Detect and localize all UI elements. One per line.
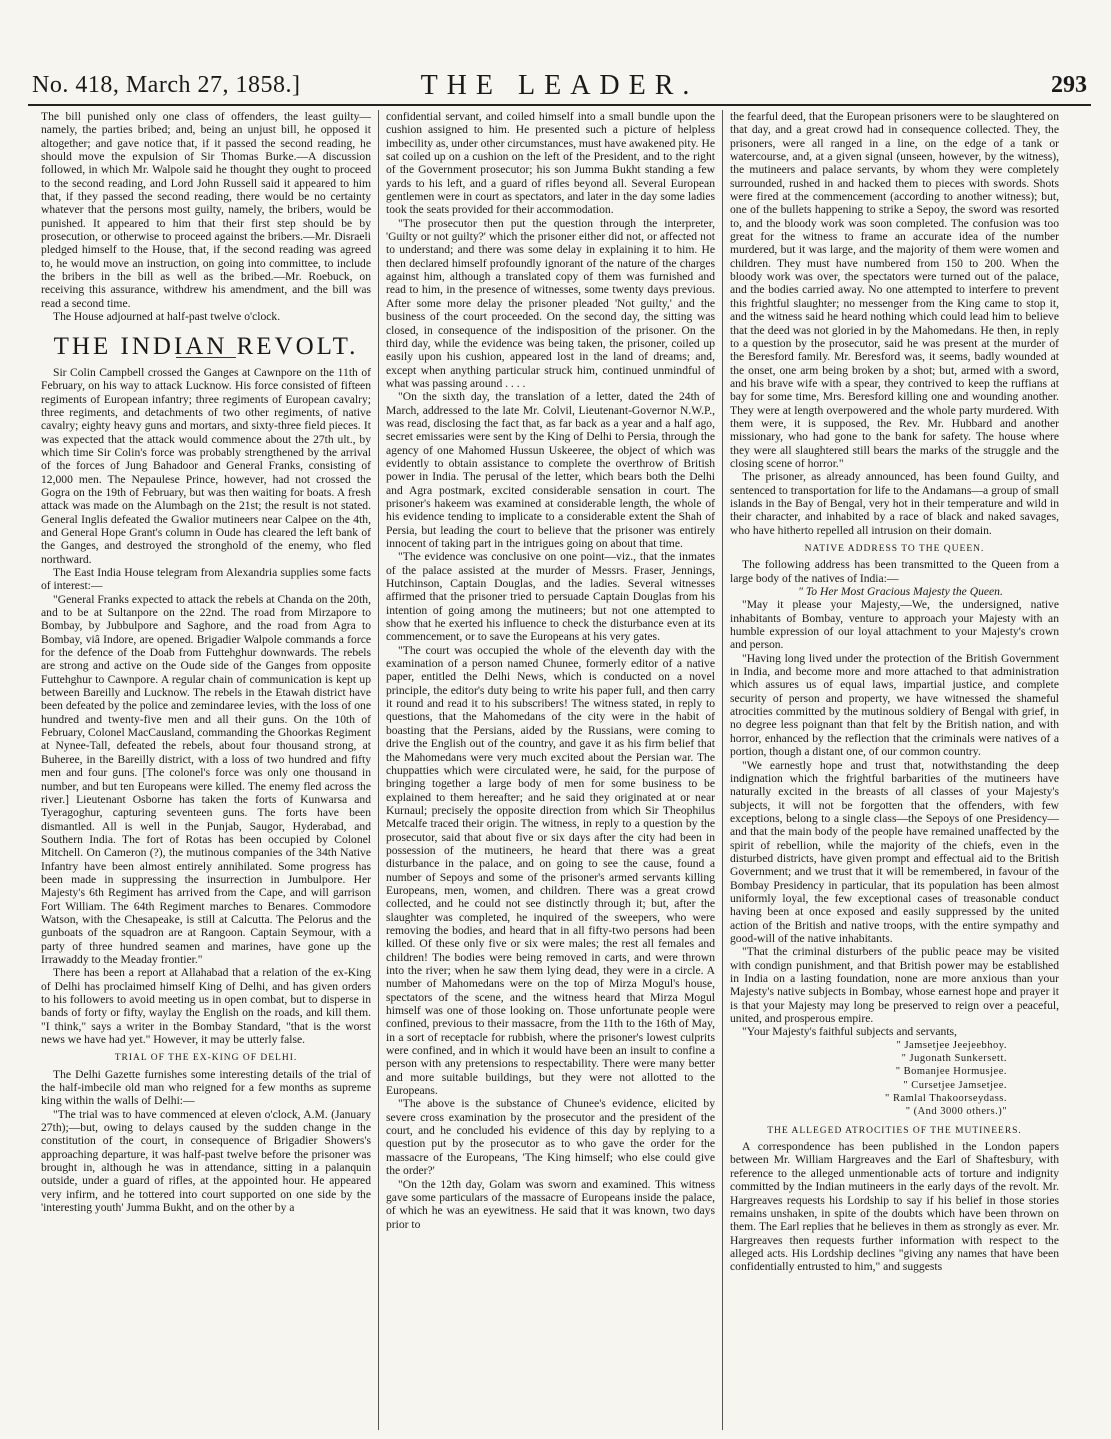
paragraph: The House adjourned at half-past twelve o'clock. (53, 310, 281, 324)
paragraph: A correspondence has been published in the London papers between Mr. William Hargreaves and the Earl of Shaftesbury, with reference to the alleged unmentionable acts of torture and indignity committed by the Indian mutineers in the early days of the revolt. Mr. Hargreaves requests his Lordship to say if his belief in those stories remains unshaken, in spite of the doubts which have been thrown on them. The Earl replies that he believes in them as strongly as ever. Mr. Hargreaves then requests further information with respect to the alleged acts. His Lordship declines "giving any names that have been confidentially entrusted to him," and suggests (730, 1140, 1059, 1274)
signatory: " Bomanjee Hormusjee. (895, 1066, 1007, 1078)
page-header (28, 70, 1091, 106)
paragraph: The Delhi Gazette furnishes some interesting details of the trial of the half-imbecile old man who reigned for a few months as supreme king within the walls of Delhi:— (41, 1067, 371, 1108)
paragraph: The bill punished only one class of offenders, the least guilty—namely, the parties bribed; and, being an unjust bill, he opposed it altogether; and gave notice that, if it passed the second reading, he should move the expulsion of Sir Thomas Burke.—A discussion followed, in which Mr. Walpole said he thought they ought to proceed to the second reading, and Lord John Russell said it appeared to him that, if they passed the second reading, there would be no certainty whatever that the persons most guilty, namely, the bribers, would be punished. It appeared to him that their first step should be by prosecution, or otherwise to proceed against the bribers.—Mr. Disraeli pledged himself to the House, that, if the second reading was agreed to, he would move an instruction, on going into committee, to include the bribers in the bill as well as the bribed.—Mr. Roebuck, on receiving this assurance, withdrew his amendment, and the bill was read a second time. (41, 110, 371, 310)
paragraph: There has been a report at Allahabad that a relation of the ex-King of Delhi has proclaimed himself King of Delhi, and has given orders to his followers to avoid meeting us in open combat, but to disperse in bands of forty or fifty, waylay the English on the roads, and kill them. "I think," says a writer in the Bombay Standard, "that is the worst news we have had yet." However, it may be utterly false. (41, 966, 371, 1047)
signatory: " Jugonath Sunkersett. (901, 1053, 1007, 1065)
paragraph: "General Franks expected to attack the rebels at Chanda on the 20th, and to be at Sultanpore on the 22nd. The road from Mirzapore to Bombay, by Jubbulpore and Saghore, and the road from Agra to Bombay, viâ Indore, are opened. Brigadier Walpole commands a force for the defence of the Doab from Futtehghur downwards. The rebels are strong and active on the Oude side of the Ganges from opposite Futtehghur to Cawnpore. A regular chain of communication is kept up between Bareilly and Lucknow. The rebels in the Etawah district have been defeated by the police and zemindaree levies, with the loss of one hundred and twenty-five men and all their guns. On the 10th of February, Colonel MacCausland, commanding the Ghoorkas Regiment at Nynee-Tall, defeated the rebels, about four thousand strong, at Buheree, in the Bareilly district, with a loss of two hundred and fifty men and four guns. [The colonel's force was only one thousand in number, and but ten Europeans were killed. The enemy fled across the river.] Lieutenant Osborne has taken the forts of Kunwarsa and Tyeragoghur, capturing seventeen guns. The forts have been dismantled. All is well in the Punjab, Saugor, Hyderabad, and Southern India. The fort of Rotas has been occupied by Colonel Mitchell. On Cameron (?), the mutinous companies of the 34th Native Infantry have been almost entirely annihilated. Some progress has been made in suppressing the insurrection in Jumbulpore. Her Majesty's 6th Regiment has arrived from the Cape, and will garrison Fort William. The 64th Regiment marches to Benares. Commodore Watson, with the Chesapeake, is still at Calcutta. The Pelorus and the gunboats of the squadron are at Rangoon. Captain Seymour, with a party of three hundred seamen and marines, have gone up the Irrawaddy to the Meaday frontier." (41, 592, 371, 966)
signatory: " Jamsetjee Jeejeebhoy. (896, 1039, 1007, 1051)
addressee: " To Her Most Gracious Majesty the Queen. (798, 585, 1003, 599)
signatory: " Ramlal Thakoorseydass. (885, 1093, 1007, 1105)
paragraph: The East India House telegram from Alexandria supplies some facts of interest:— (41, 566, 371, 593)
issue-info: No. 418, March 27, 1858.] (32, 72, 301, 98)
paragraph: "On the sixth day, the translation of a letter, dated the 24th of March, addressed to the late Mr. Colvil, Lieutenant-Governor N.W.P., was read, disclosing the fact that, as far back as a year and a half ago, secret emissaries were sent by the King of Delhi to Persia, through the agency of one Mahomed Hussun Uskeeree, the object of which was evidently to obtain assistance to complete the overthrow of British power in India. The perusal of the letter, which bears both the Delhi and Agra postmark, excited considerable sensation in court. The prisoner's hakeem was examined at considerable length, the whole of his evidence tending to implicate to a considerable extent the Shah of Persia, but leading the court to believe that the prisoner was entirely innocent of taking part in the intrigues going on about that time. (386, 390, 715, 550)
subheading: TRIAL OF THE EX-KING OF DELHI. (114, 1053, 298, 1064)
subheading: THE ALLEGED ATROCITIES OF THE MUTINEERS. (767, 1125, 1022, 1136)
column-1 (34, 110, 378, 1430)
paragraph: "May it please your Majesty,—We, the undersigned, native inhabitants of Bombay, venture to approach your Majesty with an humble expression of our loyal attachment to your Majesty's crown and person. (730, 598, 1059, 652)
paragraph: "The above is the substance of Chunee's evidence, elicited by severe cross examination by the prosecutor and the president of the court, and he concluded his evidence of this day by replying to a question put by the prosecutor as to who gave the order for the massacre of the Europeans, 'The King himself; who else could give the order?' (386, 1097, 715, 1178)
article-columns (34, 110, 1096, 1430)
column-2 (378, 110, 722, 1430)
section-title: THE INDIAN REVOLT. (53, 332, 359, 360)
paragraph: "The court was occupied the whole of the eleventh day with the examination of a person named Chunee, formerly editor of a native paper, entitled the Delhi News, which is conducted on a novel principle, the editor's duty being to write his paper full, and then carry it round and read it to his subscribers! The witness stated, in reply to questions, that the Mahomedans of the city were in the habit of boasting that the Persians, aided by the Russians, were coming to drive the English out of the country, and gave it as his firm belief that the Mahomedans were very much excited about the Persian war. The chuppatties which were circulated were, he said, for the purpose of bringing together a large body of men for some business to be explained to them hereafter; and he said they originated at or near Kurnaul; precisely the opposite direction from which Sir Theophilus Metcalfe traced their origin. The witness, in reply to a question by the prosecutor, said that about five or six days after the city had been in possession of the mutineers, he heard that there was a great disturbance in the palace, and on going to see the cause, found a number of Sepoys and some of the prisoner's armed servants killing Europeans, men, women, and children. There was a great crowd collected, and he could not see distinctly through it; but, after the slaughter was completed, he inquired of the sweepers, who were removing the bodies, and heard that in all fifty-two persons had been killed. Of these only five or six were males; the rest all females and children! The bodies were being removed in carts, and were thrown into the river; when he saw them lying dead, they were in a circle. A number of Mahomedans were on the top of Mirza Mogul's house, spectators of the scene, and the witness heard that Mirza Mogul himself was one of those looking on. Those unfortunate people were confined, previous to their massacre, from the 11th to the 16th of May, in a sort of receptacle for rubbish, where the prisoner's lowest culprits were confined, and in which it would have been an insult to confine a person with any pretensions to respectability. There were many better and more suitable buildings, but they were not allotted to the Europeans. (386, 643, 715, 1098)
paragraph: "The trial was to have commenced at eleven o'clock, A.M. (January 27th);—but, owing to delays caused by the sudden change in the constitution of the court, in consequence of Brigadier Showers's approaching departure, it was half-past twelve before the prisoner was brought in, although he was in attendance, sitting in a palanquin outside, under a guard of rifles, at the appointed hour. He appeared very infirm, and he tottered into court supported on one side by the 'interesting youth' Jumma Bukht, and on the other by a (41, 1107, 371, 1215)
subheading: NATIVE ADDRESS TO THE QUEEN. (804, 544, 985, 554)
paragraph: The prisoner, as already announced, has been found Guilty, and sentenced to transportation for life to the Andamans—a group of small islands in the Bay of Bengal, very hot in their temperature and wild in their character, and inhabited by a race of black and naked savages, who have hitherto repelled all intrusion on their domain. (730, 470, 1059, 537)
paragraph: "The evidence was conclusive on one point—viz., that the inmates of the palace assisted at the murder of Messrs. Fraser, Jennings, Hutchinson, Captain Douglas, and the ladies. Several witnesses affirmed that the prisoner tried to persuade Captain Douglas from his intention of going among the mutineers; but not one attempted to show that he exerted his influence to check the disturbance even at its commencement, or to save the Europeans at his very gates. (386, 550, 715, 644)
paragraph: "On the 12th day, Golam was sworn and examined. This witness gave some particulars of the massacre of Europeans inside the palace, of which he was an eyewitness. He said that it was known, two days prior to (386, 1177, 715, 1231)
signatories (730, 1039, 1059, 1119)
paragraph: "The prosecutor then put the question through the interpreter, 'Guilty or not guilty?' which the prisoner either did not, or affected not to understand; and there was some delay in explaining it to him. He then declared himself profoundly ignorant of the nature of the charges against him, although a translated copy of them was furnished and read to him, in the presence of witnesses, some twenty days previous. After some more delay the prisoner pleaded 'Not guilty,' and the business of the court proceeded. On the second day, the sitting was closed, in consequence of the indisposition of the prisoner. On the third day, while the evidence was being taken, the prisoner, coiled up easily upon his cushion, appeared lost in the land of dreams; and, except when anything particular struck him, continued unmindful of what was passing around . . . . (386, 216, 715, 390)
paragraph: confidential servant, and coiled himself into a small bundle upon the cushion assigned to him. He presented such a picture of helpless imbecility as, under other circumstances, must have awakened pity. He sat coiled up on a cushion on the left of the President, and to the right of the Government prosecutor; his son Jumma Bukht standing a few yards to his left, and a guard of rifles beyond all. Several European gentlemen were in court as spectators, and later in the day some ladies took the seats provided for their accommodation. (386, 110, 715, 217)
column-3 (722, 110, 1066, 1430)
paragraph: "Having long lived under the protection of the British Government in India, and become more and more attached to that administration which assures us of equal laws, impartial justice, and complete security of person and property, we have witnessed the shameful atrocities committed by the mutinous soldiery of Bengal with grief, in no degree less poignant than that felt by the British nation, and with horror, enhanced by the reflection that the criminals were natives of a portion, though a distant one, of our common country. (730, 651, 1059, 759)
paragraph: "We earnestly hope and trust that, notwithstanding the deep indignation which the frightful barbarities of the mutineers have naturally excited in the breasts of all classes of your Majesty's subjects, it will not be forgotten that the offenders, with few exceptions, belong to a single class—the Sepoys of one Presidency—and that the main body of the people have remained unaffected by the spirit of rebellion, while the majority of the chiefs, even in the disturbed districts, have given prompt and effectual aid to the British Government; and we trust that it will be remembered, in favour of the Bombay Presidency in particular, that its population has been almost uniformly loyal, the few exceptional cases of treasonable conduct having been at once exposed and easily suppressed by the united action of the British and native troops, with the entire sympathy and good-will of the native inhabitants. (730, 758, 1059, 945)
paragraph: The following address has been transmitted to the Queen from a large body of the natives of India:— (730, 558, 1059, 585)
paragraph: "That the criminal disturbers of the public peace may be visited with condign punishment, and that British power may be established in India on a lasting foundation, none are more anxious than your Majesty's native subjects in Bombay, whose earnest hope and prayer it is that your Majesty may long be preserved to reign over a peaceful, united, and prosperous empire. (730, 945, 1059, 1026)
paragraph: "Your Majesty's faithful subjects and servants, (742, 1025, 957, 1039)
page-number: 293 (1051, 72, 1087, 98)
masthead-title: THE LEADER. (420, 70, 699, 101)
signatory: " Cursetjee Jamsetjee. (903, 1079, 1007, 1091)
paragraph: the fearful deed, that the European prisoners were to be slaughtered on that day, and a great crowd had in consequence collected. They, the prisoners, were all ranged in a line, on the edge of a tank or watercourse, and, at a given signal (unseen, however, by the witness), the mutineers and palace servants, by whom they were completely surrounded, rushed in and hacked them to pieces with swords. Shots were fired at the commencement (according to another witness); but, one of the bullets happening to strike a Sepoy, the sword was resorted to, and the bloody work was soon completed. The confusion was too great for the witness to frame an accurate idea of the number murdered, but it was large, and the majority of them were women and children. They must have numbered from 150 to 200. When the bloody work was over, the spectators were turned out of the palace, and the bodies carried away. No one attempted to interfere to prevent this frightful slaughter; no messenger from the King came to stop it, and the witness said he heard nothing which could lead him to believe that the deed was not gloried in by the Mahomedans. He then, in reply to a question by the prosecutor, said he was present at the murder of the Beresford family. Mr. Beresford was, it seems, badly wounded at the onset, one arm being broken by a shot; but, armed with a sword, and his brave wife with a spear, they contrived to keep the ruffians at bay for some time, Mrs. Beresford killing one and wounding another. They were at length overpowered and the whole party murdered. With them were, it is supposed, the Rev. Mr. Hubbard and another missionary, who had gone to the bank for safety. The house where they were all slaughtered still bears the marks of the struggle and the closing scene of horror." (730, 110, 1059, 470)
signatory: " (And 3000 others.)" (905, 1106, 1007, 1118)
paragraph: Sir Colin Campbell crossed the Ganges at Cawnpore on the 11th of February, on his way to attack Lucknow. His force consisted of fifteen regiments of European infantry; three regiments of European cavalry; three regiments, and detachments of two other regiments, of native cavalry; eighty heavy guns and mortars, and sixty-three field pieces. It was expected that the attack would commence about the 27th ult., by which time Sir Colin's force was probably strengthened by the arrival of the forces of Jung Bahadoor and General Franks, consisting of 12,000 men. The Nepaulese Prince, however, had not crossed the Gogra on the 19th of February, but was then waiting for boats. A fresh attack was made on the Alumbagh on the 21st; the result is not stated. General Inglis defeated the Gwalior mutineers near Calpee on the 4th, and General Hope Grant's column in Oude has cleared the left bank of the Ganges, and destroyed the stronghold of the enemy, who fled northward. (41, 365, 371, 566)
